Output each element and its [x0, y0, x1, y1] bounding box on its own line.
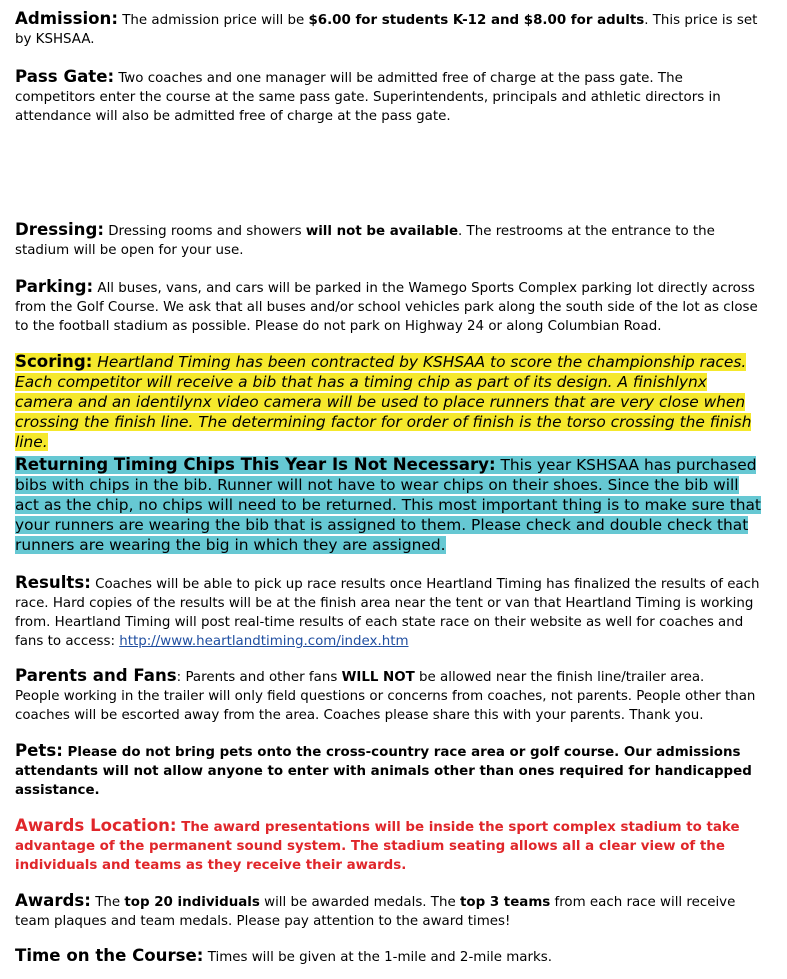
results-heading: Results: — [15, 573, 91, 592]
results-section — [15, 573, 767, 651]
pets-text: Please do not bring pets onto the cross-country race area or golf course. Our admissions attendants will not allow anyone to enter with animals other than ones required for handicapped assistance. — [15, 745, 752, 798]
parking-text: All buses, vans, and cars will be parked in the Wamego Sports Complex parking lot directly across from the Golf Course. We ask that all buses and/or school vehicles park along the south side of the lot as close to the football stadium as possible. Please do not park on Highway 24 or along Columbian Road. — [15, 281, 758, 334]
time-on-course-text: Times will be given at the 1-mile and 2-mile marks. — [203, 950, 553, 965]
pets-section — [15, 741, 767, 800]
dressing-text-end: . The restrooms at the entrance to the stadium will be open for your use. — [15, 224, 715, 258]
parents-bold: WILL NOT — [341, 670, 415, 685]
awards-section — [15, 891, 767, 931]
dressing-heading: Dressing: — [15, 220, 104, 239]
parents-heading: Parents and Fans — [15, 666, 177, 685]
returning-chips-heading: Returning Timing Chips This Year Is Not Necessary: — [15, 455, 496, 474]
results-link[interactable]: http://www.heartlandtiming.com/index.htm — [119, 634, 409, 649]
parents-text-mid: be allowed near the finish line/trailer area. — [414, 670, 705, 685]
admission-section — [15, 9, 767, 49]
admission-text: The admission price will be — [118, 13, 309, 28]
parents-text-end: People working in the trailer will only field questions or concerns from coaches, not parents. People other than coaches will be escorted away from the area. Coaches please share this with your parents. Thank you. — [15, 689, 756, 723]
admission-heading: Admission: — [15, 9, 118, 28]
results-text: Coaches will be able to pick up race results once Heartland Timing has finalized the results of each race. Hard copies of the results will be at the finish area near the tent or van that Heartland Timing is working from. Heartland Timing will post real-time results of each state race on their website as well for coaches and fans to access: — [15, 577, 760, 649]
awards-location-section — [15, 816, 767, 875]
parking-section — [15, 277, 767, 336]
returning-chips-section — [15, 455, 767, 555]
pass-gate-section — [15, 67, 767, 126]
dressing-section — [15, 220, 767, 260]
time-on-course-section — [15, 946, 767, 967]
admission-prices: $6.00 for students K-12 and $8.00 for adults — [308, 13, 645, 28]
parents-text: : Parents and other fans — [176, 670, 342, 685]
pets-heading: Pets: — [15, 741, 63, 760]
awards-location-text: The award presentations will be inside the sport complex stadium to take advantage of the permanent sound system. The stadium seating allows all a clear view of the individuals and teams as they receive their awards. — [15, 820, 740, 873]
awards-heading: Awards: — [15, 891, 91, 910]
scoring-section — [15, 352, 767, 452]
awards-individuals: top 20 individuals — [124, 895, 260, 910]
awards-teams: top 3 teams — [459, 895, 551, 910]
returning-chips-text: This year KSHSAA has purchased bibs with chips in the bib. Runner will not have to wear chips on their shoes. Since the bib will act as the chip, no chips will need to be returned. This most important thing is to make sure that your runners are wearing the bib that is assigned to them. Please check and double check that runners are wearing the big in which they are assigned. — [15, 456, 761, 554]
pass-gate-heading: Pass Gate: — [15, 67, 115, 86]
scoring-text: Heartland Timing has been contracted by KSHSAA to score the championship races. Each competitor will receive a bib that has a timing chip as part of its design. A finishlynx camera and an identilynx video camera will be used to place runners that are very close when crossing the finish line. The determining factor for order of finish is the torso crossing the finish line. — [15, 353, 752, 451]
dressing-bold: will not be available — [305, 224, 459, 239]
time-on-course-heading: Time on the Course: — [15, 946, 204, 965]
awards-text-mid: will be awarded medals. The — [259, 895, 460, 910]
parents-section — [15, 666, 767, 725]
pass-gate-text: Two coaches and one manager will be admitted free of charge at the pass gate. The competitors enter the course at the same pass gate. Superintendents, principals and athletic directors in attendance will also be admitted free of charge at the pass gate. — [15, 71, 721, 124]
scoring-heading: Scoring: — [15, 352, 93, 371]
admission-text-end: . This price is set by KSHSAA. — [15, 13, 758, 47]
awards-text: The — [90, 895, 125, 910]
parking-heading: Parking: — [15, 277, 94, 296]
dressing-text: Dressing rooms and showers — [103, 224, 306, 239]
awards-text-end: from each race will receive team plaques and team medals. Please pay attention to the award times! — [15, 895, 736, 929]
awards-location-heading: Awards Location: — [15, 816, 177, 835]
